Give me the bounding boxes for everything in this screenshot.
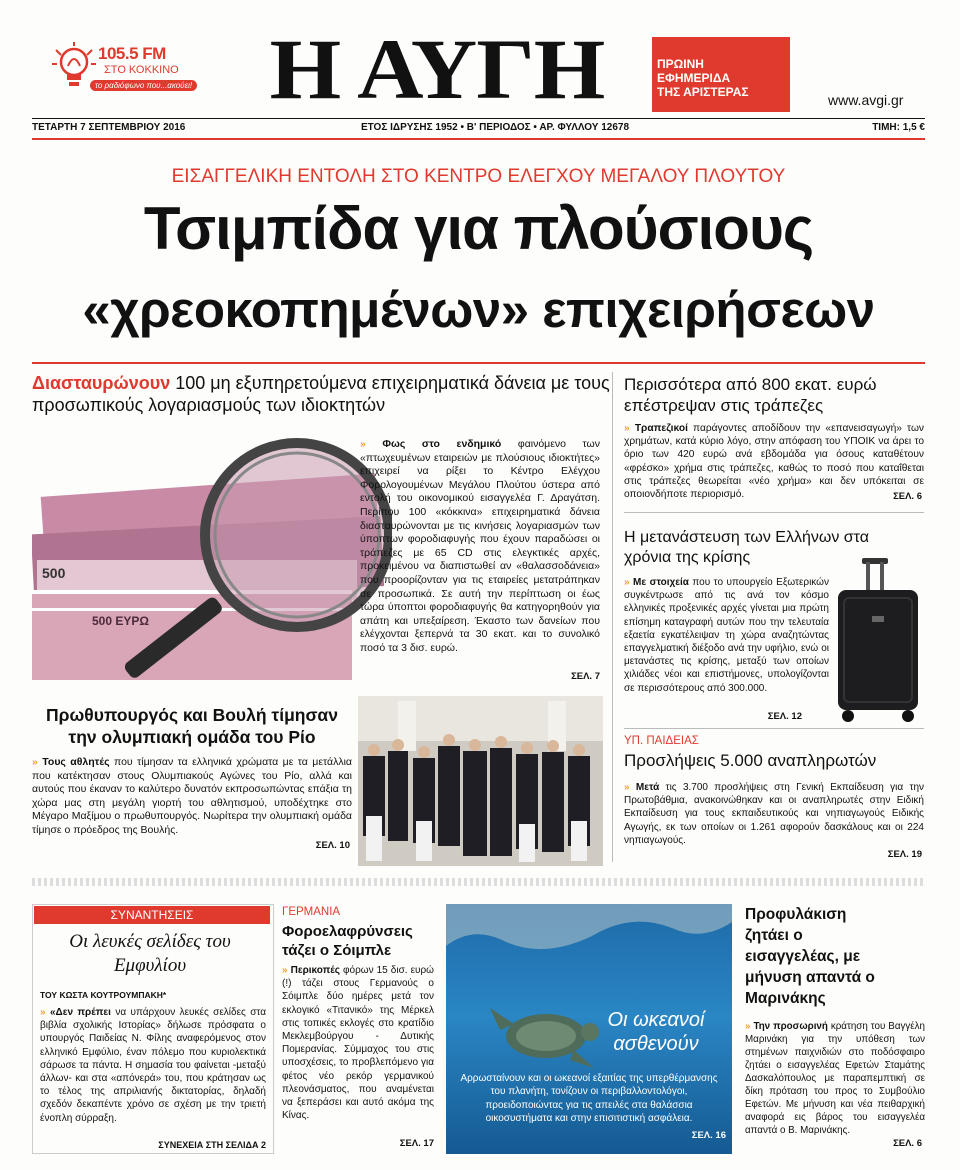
radio-name: ΣΤΟ ΚΟΚΚΙΝΟ xyxy=(104,64,179,76)
olympic-body-keyword: Τους αθλητές xyxy=(42,756,110,768)
coral-image xyxy=(446,904,732,964)
masthead-bottom-rule xyxy=(32,138,925,140)
migration-body-keyword: Με στοιχεία xyxy=(633,577,689,588)
migration-body-text: που το υπουργείο Εξωτερικών συγκέντρωσε από τις ανά τον κόσμο ελληνικές προξενικές αρχές γίνεται μια πρώτη επίσημη καταγραφή αυτών που την τελευταία εξαετία εγκατέλειψαν τη χώρα αναζητώντας επαγγελματική διέξοδο ανά την υφήλιο, ενώ οι μετανάστες τις κρίσης, μεταξύ των οποίων χιλιάδες νέοι και επιστήμονες, υπολογίζονται σε περισσότερους από 300.000. xyxy=(624,577,829,694)
lead-subheadline-keyword: Διασταυρώνουν xyxy=(32,373,171,393)
arrow-icon: » xyxy=(32,756,38,768)
olympic-body-text: που τίμησαν τα ελληνικά χρώματα με τα μετάλλια που κατέκτησαν στους Ολυμπιακούς Αγώνες του Ρίο, αλλά και αυτούς που έκαναν το καλύτερο δυνατόν εκπροσωπώντας επάξια τη χώρα μας στη μεγάλη γιορτή του αθλητισμού, υποδέχτηκε στο Μέγαρο Μαξίμου ο πρωθυπουργός. Νωρίτερα την ολυμπιακή ομάδα τίμησε ο πρόεδρος της Βουλής. xyxy=(32,756,352,836)
lead-subheadline-text: 100 μη εξυπηρετούμενα επιχειρηματικά δάνεια με τους προσωπικούς λογαριασμούς των ιδιοκτητών xyxy=(32,373,610,415)
banknote-label-1: 500 xyxy=(42,565,66,581)
oceans-headline-1: Οι ωκεανοί xyxy=(607,1009,705,1031)
tagline-line-3: ΤΗΣ ΑΡΙΣΤΕΡΑΣ xyxy=(657,85,749,99)
germany-body-text: φόρων 15 δισ. ευρώ (!) τάζει στους Γερμανούς ο Σόιμπλε δύο ημέρες μετά τον εκλογικό «Τιτανικό» της Μέρκελ στις τοπικές εκλογές στο κρατίδιο Μεκλεμβούργου - Δυτικής Πομερανίας. Σύμμαχος του στις υποσχέσεις, το προβλεπόμενο για φέτος νέο ρεκόρ γερμανικού πλεονάσματος, που αναμένεται να ξεπεράσει και αυτό ακόμα της Κίνας. xyxy=(282,965,434,1122)
oceans-photo xyxy=(446,904,732,1154)
marinakis-body-text: κράτηση του Βαγγέλη Μαρινάκη για την υπόθεση των στημένων παιχνιδιών στο ποδόσφαιρο ζητάει ο εισαγγελέας Εφετών Σταμάτης Δασκαλόπουλος με παραπεμπτική σε δίκη πρόταση του προς το Συμβούλιο Εφετών. Με μήνυση και νέα πειθαρχική αναφορά εις βάρος του εισαγγελέα απαντά ο Β. Μαρινάκης. xyxy=(745,1021,925,1136)
banks-page-ref[interactable]: ΣΕΛ. 6 xyxy=(893,491,922,502)
arrow-icon: » xyxy=(40,1007,46,1018)
arrow-icon: » xyxy=(745,1021,751,1032)
germany-kicker: ΓΕΡΜΑΝΙΑ xyxy=(282,906,341,918)
meetings-body-keyword: «Δεν πρέπει xyxy=(49,1007,111,1018)
radio-frequency: 105.5 FM xyxy=(98,44,166,63)
lead-subheadline xyxy=(32,372,612,416)
radio-slogan: το ραδιόφωνο που...ακούει! xyxy=(90,80,197,91)
price: ΤΙΜΗ: 1,5 € xyxy=(872,122,925,133)
oceans-caption: Αρρωσταίνουν και οι ωκεανοί εξαιτίας της υπερθέρμανσης του πλανήτη, τονίζουν οι περιβαλλοντολόγοι, προειδοποιώντας για τις απειλές στα θαλάσσια οικοσυστήματα και στην επισιτιστική ασφάλεια. xyxy=(460,1073,718,1125)
olympic-headline-1: Πρωθυπουργός και Βουλή τίμησαν xyxy=(46,705,338,725)
banks-headline[interactable]: Περισσότερα από 800 εκατ. ευρώ επέστρεψαν στις τράπεζες xyxy=(624,375,877,415)
education-body xyxy=(624,781,924,847)
lead-page-ref[interactable]: ΣΕΛ. 7 xyxy=(571,671,600,682)
olympic-page-ref[interactable]: ΣΕΛ. 10 xyxy=(315,840,350,851)
lead-body xyxy=(360,438,600,656)
website-link[interactable]: www.avgi.gr xyxy=(828,92,904,108)
education-body-text: τις 3.700 προσλήψεις στη Γενική Εκπαίδευση για την Πρωτοβάθμια, ανακοινώθηκαν και οι αναπληρωτές στην Ειδική Εκπαίδευση για τους εκπαιδευτικούς και νηπιαγωγούς Ειδικής Αγωγής, εκ των οποίων οι 1.261 αφορούν δασκάλους και οι 224 νηπιαγωγούς. xyxy=(624,782,925,846)
arrow-icon: » xyxy=(360,438,366,450)
germany-headline[interactable]: Φοροελαφρύνσεις τάζει ο Σόιμπλε xyxy=(282,923,413,959)
olympic-headline-2: την ολυμπιακή ομάδα του Ρίο xyxy=(68,727,316,747)
lead-kicker: ΕΙΣΑΓΓΕΛΙΚΗ ΕΝΤΟΛΗ ΣΤΟ ΚΕΝΤΡΟ ΕΛΕΓΧΟΥ ΜΕΓΑΛΟΥ ΠΛΟΥΤΟΥ xyxy=(171,166,786,187)
banknotes-magnifier-image xyxy=(32,430,392,694)
meetings-body-text: να υπάρχουν λευκές σελίδες στα βιβλία σχολικής Ιστορίας» δήλωσε πρόσφατα ο υπουργός Παιδείας Ν. Φίλης αναφερόμενος στον ελληνικό Εμφύλιο, έναν πόλεμο που κυριολεκτικά σάρωσε τα πάντα. Η σημασία του φαίνεται -μεταξύ άλλων- και στα «απόνερά» του, που κράτησαν ως το τέλος της απριλιανής δικτατορίας, δηλαδή σχεδόν δεκαπέντε χρόνο σε σχέση με την τριετή ένοπλη σύρραξη. xyxy=(40,1007,267,1124)
migration-divider xyxy=(624,728,924,729)
tagline-line-2: ΕΦΗΜΕΡΙΔΑ xyxy=(657,71,731,85)
newspaper-title[interactable]: Η ΑΥΓΗ xyxy=(269,21,605,117)
arrow-icon: » xyxy=(624,423,630,434)
marinakis-body-keyword: Την προσωρινή xyxy=(753,1021,828,1032)
olympic-headline[interactable] xyxy=(32,704,352,748)
meetings-body xyxy=(40,1006,266,1125)
banks-body-keyword: Τραπεζικοί xyxy=(634,423,688,434)
banknote-label-2: 500 ΕΥΡΩ xyxy=(92,614,149,628)
education-body-keyword: Μετά xyxy=(635,782,660,793)
meetings-label: ΣΥΝΑΝΤΗΣΕΙΣ xyxy=(34,906,270,924)
migration-body xyxy=(624,576,829,695)
marinakis-headline[interactable]: Προφυλάκιση ζητάει ο εισαγγελέας, με μήνυση απαντά ο Μαρινάκης xyxy=(745,906,875,1007)
radio-logo[interactable] xyxy=(52,40,192,96)
migration-headline[interactable]: Η μετανάστευση των Ελλήνων στα χρόνια της κρίσης xyxy=(624,529,869,566)
meetings-headline[interactable]: Οι λευκές σελίδες του Εμφυλίου xyxy=(69,931,231,976)
section-band xyxy=(32,878,925,886)
arrow-icon: » xyxy=(624,782,630,793)
lead-headline-1[interactable]: Τσιμπίδα για πλούσιους xyxy=(143,195,814,262)
olympic-team-photo xyxy=(358,696,603,866)
meetings-continue-link[interactable]: ΣΥΝΕΧΕΙΑ ΣΤΗ ΣΕΛΙΔΑ 2 xyxy=(158,1140,266,1150)
germany-body-keyword: Περικοπές xyxy=(290,965,340,976)
olympic-body xyxy=(32,756,352,838)
migration-page-ref[interactable]: ΣΕΛ. 12 xyxy=(767,711,802,722)
arrow-icon: » xyxy=(282,965,288,976)
marinakis-body xyxy=(745,1020,925,1137)
education-kicker: ΥΠ. ΠΑΙΔΕΙΑΣ xyxy=(624,735,699,747)
germany-page-ref[interactable]: ΣΕΛ. 17 xyxy=(399,1138,434,1149)
germany-body xyxy=(282,964,434,1122)
masthead-top-rule xyxy=(32,118,925,119)
tagline-line-1: ΠΡΩΙΝΗ xyxy=(657,57,704,71)
education-page-ref[interactable]: ΣΕΛ. 19 xyxy=(887,849,922,860)
banks-divider xyxy=(624,512,924,513)
lead-headline-2[interactable]: «χρεοκοπημένων» επιχειρήσεων xyxy=(82,281,875,338)
lead-body-keyword: Φως στο ενδημικό xyxy=(382,438,502,450)
banks-body xyxy=(624,422,924,501)
lead-section-rule xyxy=(32,362,925,364)
issue-info: ΕΤΟΣ ΙΔΡΥΣΗΣ 1952 • Β' ΠΕΡΙΟΔΟΣ • ΑΡ. ΦΥΛΛΟΥ 12678 xyxy=(360,122,630,133)
oceans-page-ref[interactable]: ΣΕΛ. 16 xyxy=(691,1130,726,1141)
column-divider xyxy=(612,372,613,862)
education-headline[interactable]: Προσλήψεις 5.000 αναπληρωτών xyxy=(624,751,877,770)
meetings-byline: ΤΟΥ ΚΩΣΤΑ ΚΟΥΤΡΟΥΜΠΑΚΗ* xyxy=(40,990,167,1000)
oceans-headline-2: ασθενούν xyxy=(613,1033,699,1055)
lead-body-text: φαινόμενο των «πτωχευμένων εταιρειών με πλούσιους ιδιοκτήτες» επιχειρεί να ρίξει το Κέντρο Ελέγχου Φορολογουμένων Μεγάλου Πλούτου ύστερα από εντολή του οικονομικού εισαγγελέα Γ. Δραγάτση. Περίπου 100 «κόκκινα» επιχειρηματικά δάνεια διασταυρώνονται με τις κινήσεις λογαριασμών των ύποπτων φοροδιαφυγής που έχουν παραδώσει οι τράπεζες με 65 CD στις ελεγκτικές αρχές, προκειμένου να διαπιστωθεί αν «θαλασσοδάνεια» που προορίζονταν για τις εταιρείες μετατράπηκαν σε προσωπικά. Σε αυτή την περίπτωση οι έως τώρα ύποπτοι φοροδιαφυγής θα κατηγορηθούν για απάτη και υπεξαίρεση. Έκαστο των δανείων που ελέγχονται ξεπερνά τα 30 εκατ. και το συνολικό ποσό τα 3 δισ. ευρώ. xyxy=(360,438,601,654)
issue-date: ΤΕΤΑΡΤΗ 7 ΣΕΠΤΕΜΒΡΙΟΥ 2016 xyxy=(32,122,186,133)
arrow-icon: » xyxy=(624,577,630,588)
oceans-headline[interactable] xyxy=(586,1008,726,1056)
banks-body-text: παράγοντες αποδίδουν την «επανεισαγωγή» των χρημάτων, κατά κύριο λόγο, στην απόφαση του ΥΠΟΙΚ να άρει το όριο των 420 ευρώ ανά εβδομάδα για όσους καταθέτουν «φρέσκο» χρήμα στις τράπεζες, καθώς το ποσό που καταΐθεται στις τράπεζες θεωρείται «νέο χρήμα» και δεν υπόκειται σε οποιονδήποτε περιορισμό. xyxy=(624,423,924,501)
suitcase-image xyxy=(832,556,924,726)
marinakis-page-ref[interactable]: ΣΕΛ. 6 xyxy=(893,1138,922,1149)
tagline-box xyxy=(652,37,790,112)
